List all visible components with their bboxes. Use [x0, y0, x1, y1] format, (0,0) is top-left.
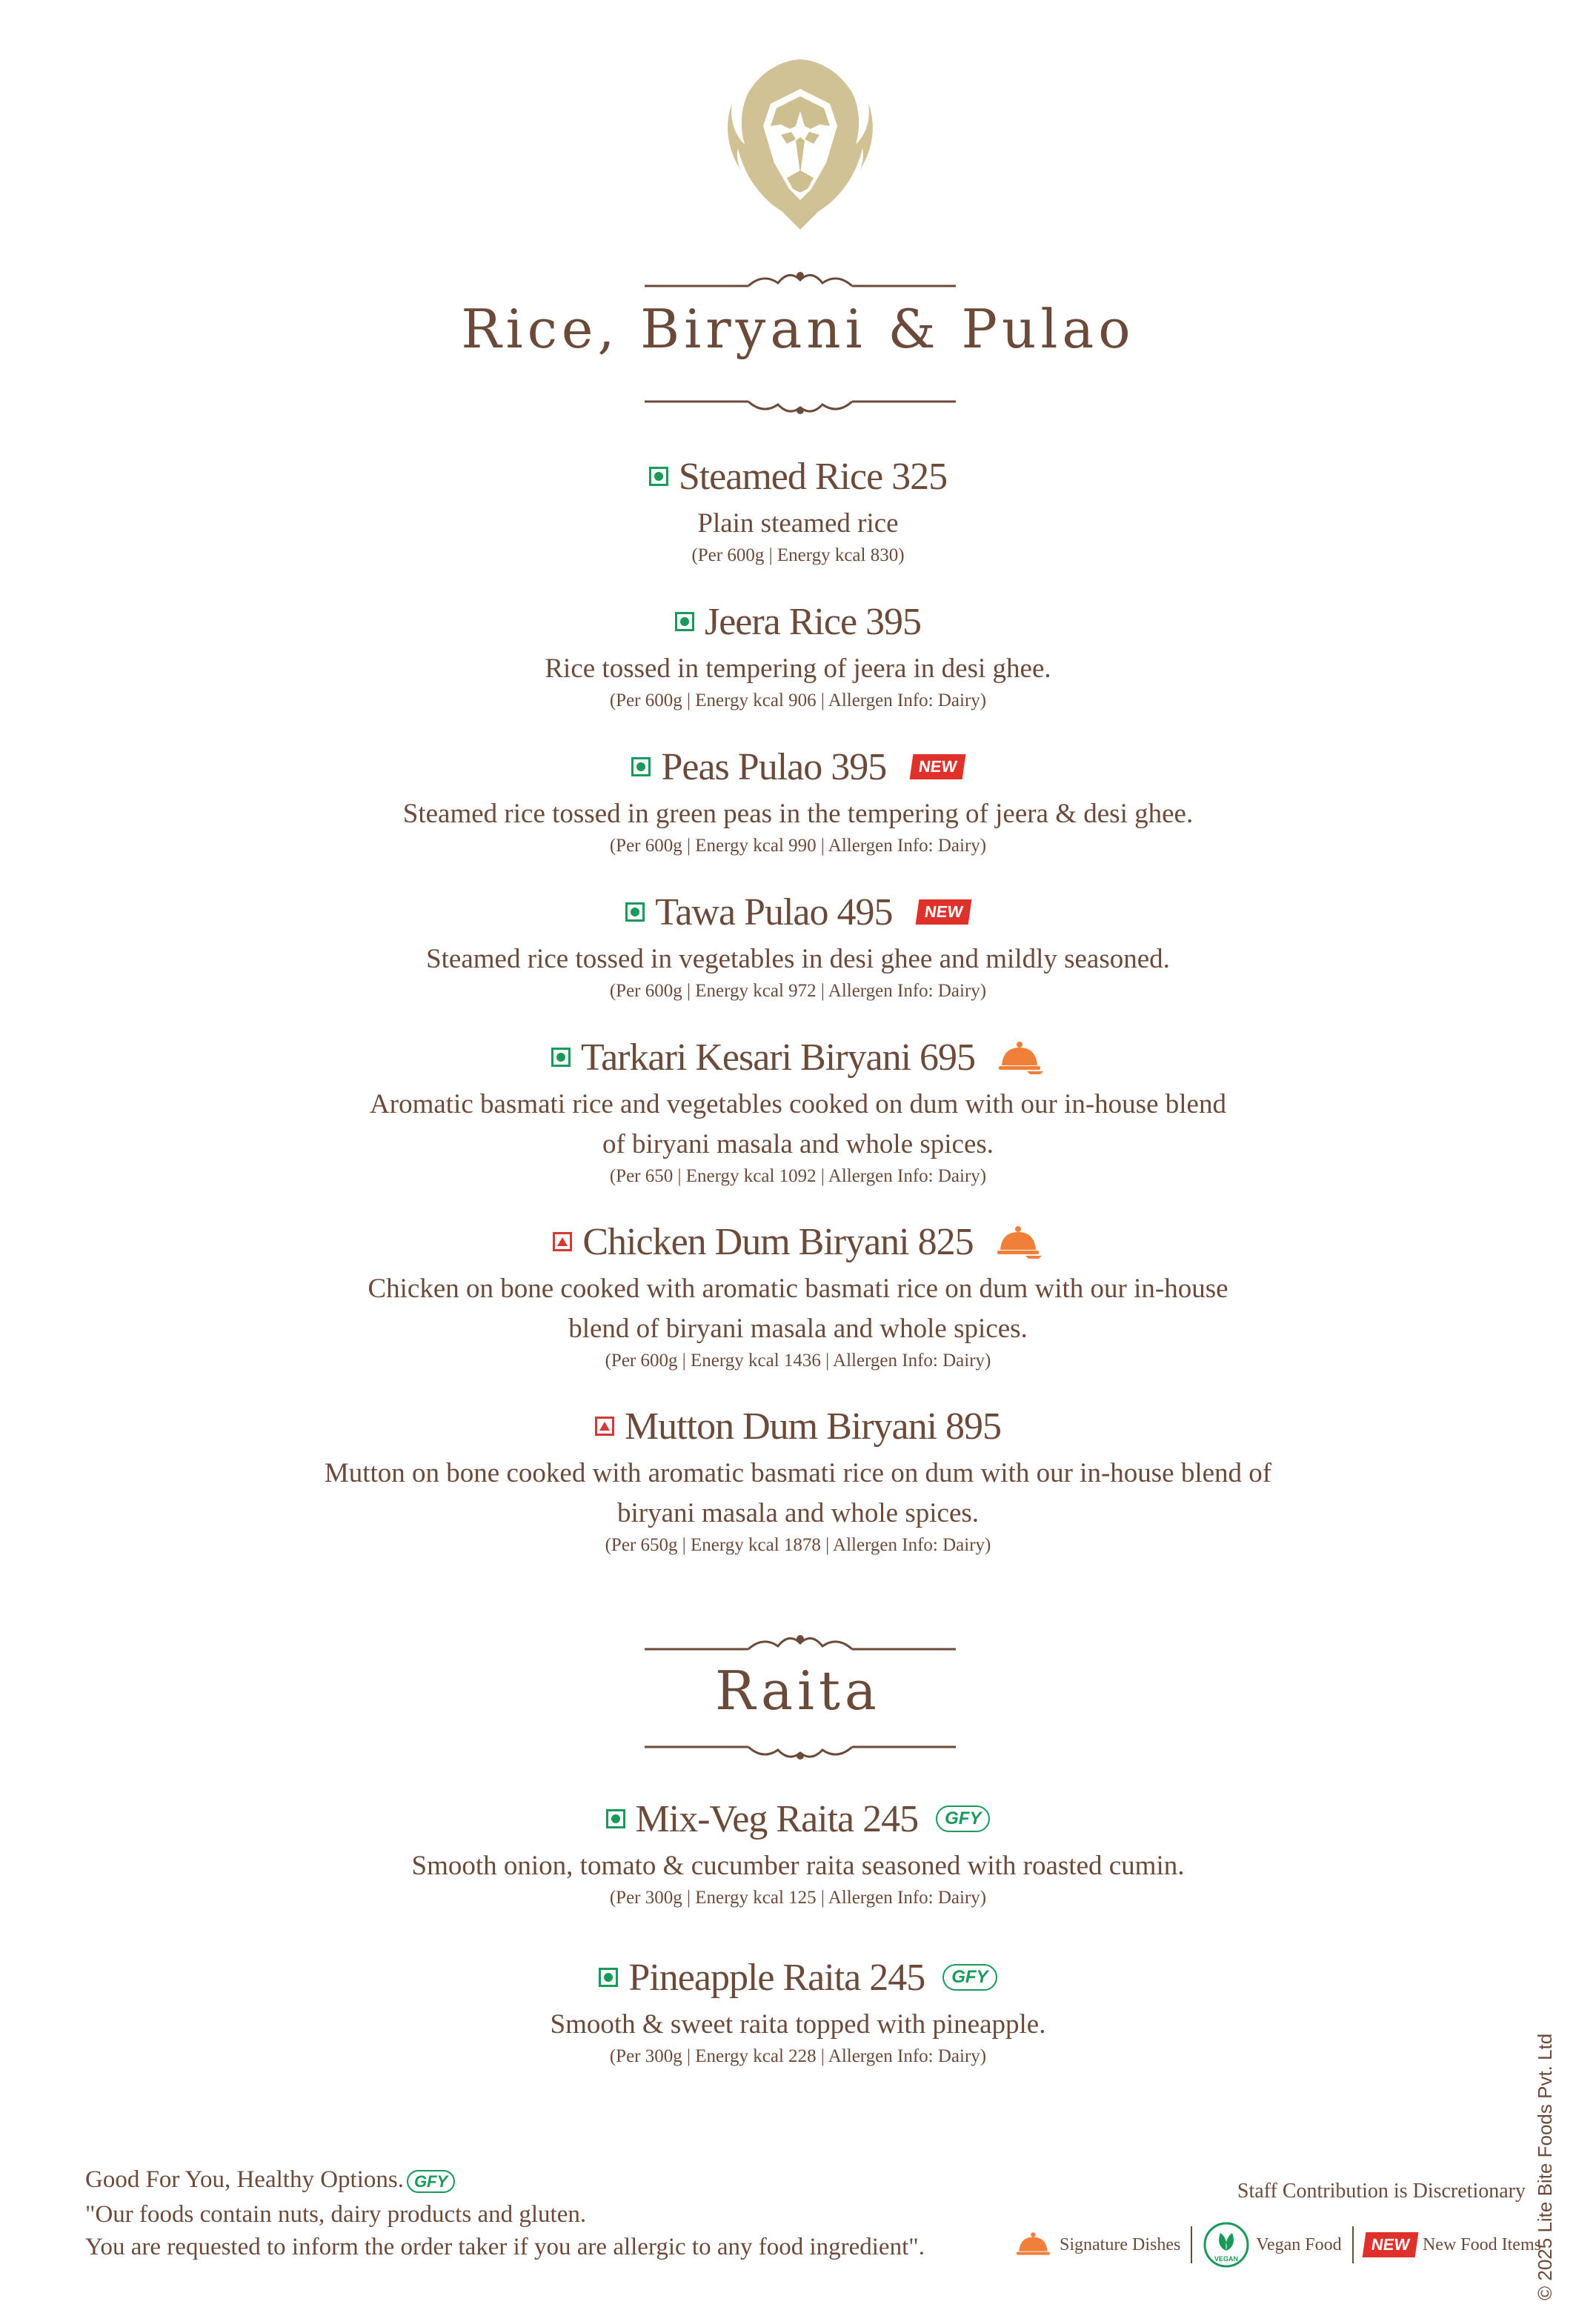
item-name: Mutton Dum Biryani 895	[624, 1405, 1002, 1448]
ornament-divider-icon	[645, 1731, 956, 1760]
footer-notes	[85, 2163, 925, 2263]
item-nutrition: (Per 600g | Energy kcal 906 | Allergen Info: Dairy)	[609, 690, 987, 710]
nonveg-mark-icon	[553, 1232, 572, 1251]
section-title-rice: Rice, Biryani & Pulao	[461, 298, 1135, 360]
allergy-note: You are requested to inform the order taker if you are allergic to any food ingredient".	[85, 2234, 925, 2260]
legend-separator	[1352, 2226, 1354, 2263]
item-nutrition: (Per 300g | Energy kcal 125 | Allergen Info: Dairy)	[609, 1888, 987, 1908]
item-nutrition: (Per 600g | Energy kcal 990 | Allergen Info: Dairy)	[609, 836, 987, 856]
legend-signature-label: Signature Dishes	[1060, 2234, 1181, 2254]
menu-item	[0, 596, 1596, 711]
menu-item	[0, 450, 1596, 566]
veg-mark-icon	[675, 612, 694, 631]
item-name: Steamed Rice 325	[678, 455, 948, 498]
item-nutrition: (Per 300g | Energy kcal 228 | Allergen Info: Dairy)	[609, 2046, 987, 2066]
cloche-icon	[1015, 2230, 1054, 2260]
item-nutrition: (Per 600g | Energy kcal 972 | Allergen Info: Dairy)	[609, 981, 987, 1001]
veg-mark-icon	[649, 467, 668, 486]
legend	[1015, 2221, 1541, 2269]
ornament-divider-icon	[645, 1628, 956, 1658]
item-description: Smooth & sweet raita topped with pineapple.	[550, 2009, 1046, 2040]
legend-vegan-label: Vegan Food	[1256, 2234, 1342, 2254]
gfy-badge: GFY	[942, 1964, 997, 1991]
item-description: blend of biryani masala and whole spices.	[568, 1314, 1028, 1344]
gfy-badge: GFY	[936, 1805, 990, 1832]
copyright-text: © 2025 Lite Bite Foods Pvt. Ltd	[1534, 2033, 1556, 2300]
item-name: Peas Pulao 395	[661, 745, 887, 788]
menu-item	[0, 741, 1596, 856]
item-description: Steamed rice tossed in green peas in the tempering of jeera & desi ghee.	[402, 799, 1194, 829]
item-description: of biryani masala and whole spices.	[602, 1129, 994, 1159]
item-description: Chicken on bone cooked with aromatic basmati rice on dum with our in-house	[368, 1274, 1228, 1304]
veg-mark-icon	[625, 902, 645, 922]
new-badge: NEW	[916, 899, 972, 925]
item-name: Tawa Pulao 495	[655, 891, 893, 933]
item-nutrition: (Per 650 | Energy kcal 1092 | Allergen Info: Dairy)	[609, 1166, 987, 1186]
ornament-divider-icon	[645, 265, 956, 295]
menu-item	[0, 1400, 1596, 1556]
item-nutrition: (Per 600g | Energy kcal 1436 | Allergen Info: Dairy)	[605, 1351, 991, 1371]
staff-contribution-note: Staff Contribution is Discretionary	[1237, 2180, 1526, 2203]
veg-mark-icon	[631, 757, 651, 776]
item-description: Mutton on bone cooked with aromatic basmati rice on dum with our in-house blend of	[324, 1458, 1272, 1488]
item-nutrition: (Per 600g | Energy kcal 830)	[691, 545, 905, 565]
item-name: Mix-Veg Raita 245	[635, 1797, 919, 1840]
item-name: Chicken Dum Biryani 825	[582, 1220, 974, 1263]
veg-mark-icon	[551, 1048, 571, 1067]
allergy-note: "Our foods contain nuts, dairy products and gluten.	[85, 2201, 587, 2228]
menu-item	[0, 1031, 1596, 1187]
item-description: Rice tossed in tempering of jeera in desi ghee.	[545, 653, 1051, 684]
item-description: biryani masala and whole spices.	[616, 1498, 980, 1528]
veg-mark-icon	[599, 1968, 618, 1987]
item-description: Plain steamed rice	[697, 508, 899, 539]
vegan-leaf-icon	[1203, 2221, 1250, 2269]
menu-item	[0, 886, 1596, 1002]
item-name: Pineapple Raita 245	[628, 1956, 925, 1999]
item-name: Tarkari Kesari Biryani 695	[580, 1036, 976, 1079]
gfy-badge: GFY	[407, 2170, 455, 2193]
ornament-divider-icon	[645, 385, 956, 415]
veg-mark-icon	[606, 1809, 625, 1828]
menu-item	[0, 1951, 1596, 2067]
menu-item	[0, 1793, 1596, 1908]
item-name: Jeera Rice 395	[704, 600, 922, 643]
item-nutrition: (Per 650g | Energy kcal 1878 | Allergen Info: Dairy)	[605, 1535, 991, 1555]
legend-new-label: New Food Items	[1422, 2234, 1541, 2254]
new-badge: NEW	[910, 754, 966, 779]
item-description: Steamed rice tossed in vegetables in desi ghee and mildly seasoned.	[426, 944, 1170, 974]
section-title-raita: Raita	[715, 1660, 881, 1722]
new-badge: NEW	[1362, 2232, 1418, 2257]
cloche-icon	[996, 1223, 1043, 1260]
item-description: Smooth onion, tomato & cucumber raita seasoned with roasted cumin.	[411, 1851, 1185, 1881]
nonveg-mark-icon	[595, 1417, 614, 1436]
gfy-note: Good For You, Healthy Options.	[85, 2166, 404, 2193]
cloche-icon	[997, 1039, 1045, 1076]
item-description: Aromatic basmati rice and vegetables cooked on dum with our in-house blend	[370, 1089, 1226, 1119]
menu-item	[0, 1216, 1596, 1371]
vegan-badge-text: VEGAN	[1214, 2255, 1239, 2263]
lion-logo-icon	[719, 52, 882, 244]
legend-separator	[1191, 2226, 1192, 2263]
